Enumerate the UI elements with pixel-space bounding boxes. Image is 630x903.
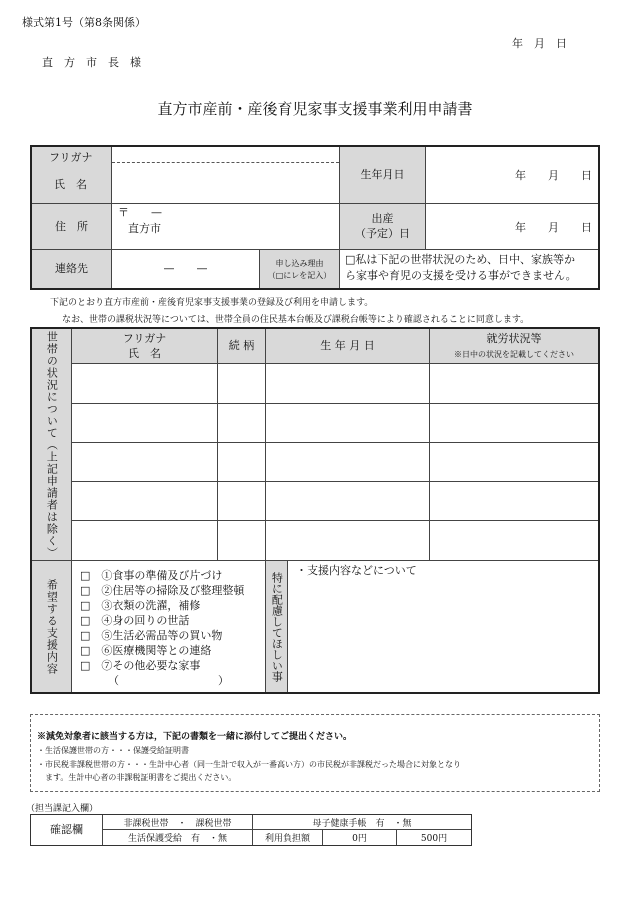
name-label-cell [32, 147, 112, 204]
birth-input-cell[interactable] [426, 204, 598, 250]
address-input-cell[interactable] [112, 204, 340, 250]
special-note: ・支援内容などについて [296, 564, 417, 577]
support-item-1[interactable]: □ ①食事の準備及び片づけ [80, 569, 223, 582]
support-item-5[interactable]: □ ⑤生活必需品等の買い物 [80, 629, 223, 642]
col-name-header [72, 329, 218, 364]
dob-input-cell[interactable] [426, 147, 598, 204]
exemption-heading: ※減免対象者に該当する方は，下記の書類を一緒に添付してご提出ください。 [37, 732, 353, 742]
exemption-line-3: ます。生計中心者の非課税証明書をご提出ください。 [37, 773, 237, 782]
contact-label: 連絡先 [32, 250, 112, 288]
reason-cell[interactable] [340, 250, 598, 288]
table-row [72, 481, 598, 482]
support-item-2[interactable]: □ ②住居等の掃除及び整理整頓 [80, 584, 245, 597]
contact-value[interactable]: — — [112, 250, 260, 288]
birth-value: 年 月 日 [515, 221, 592, 234]
table-row [72, 442, 598, 443]
office-table [30, 814, 472, 846]
applicant-table [30, 145, 600, 290]
confirm-label: 確認欄 [31, 815, 103, 845]
welfare-status[interactable]: 生活保護受給 有 ・無 [103, 830, 253, 845]
dob-value: 年 月 日 [515, 169, 592, 182]
support-side-label-cell [32, 561, 72, 692]
fee-500[interactable]: 500円 [420, 834, 448, 844]
birth-label-2: （予定）日 [355, 227, 410, 240]
exemption-box [30, 714, 600, 792]
col-work-note: ※日中の状況を記載してください [454, 350, 574, 359]
furigana-label: フリガナ [49, 151, 93, 164]
birth-label-1: 出産 [371, 212, 394, 225]
date-label: 年 月 日 [512, 37, 567, 50]
support-item-3[interactable]: □ ③衣類の洗濯，補修 [80, 599, 201, 612]
note-line-2: なお、世帯の課税状況等については、世帯全員の住民基本台帳及び課税台帳等により確認されることに同意します。 [62, 315, 530, 325]
col-relation: 続 柄 [218, 329, 266, 364]
special-label: 特に配慮してほしい事 [270, 571, 284, 682]
table-row [72, 403, 598, 404]
table-row [72, 520, 598, 521]
household-side-label: 世帯の状況について（上記申請者は除く） [45, 330, 59, 559]
col-divider [265, 364, 266, 560]
household-rows[interactable] [72, 364, 598, 561]
dob-label: 生年月日 [340, 147, 426, 204]
fee-label: 利用負担額 [253, 830, 323, 845]
reason-label-cell [260, 250, 340, 288]
special-input-cell[interactable] [288, 561, 598, 692]
col-work: 就労状況等 [486, 332, 542, 345]
col-name: 氏 名 [128, 347, 161, 360]
office-label: （担当課記入欄） [26, 804, 99, 814]
page-title: 直方市産前・産後育児家事支援事業利用申請書 [157, 100, 473, 118]
name-input-cell[interactable] [112, 147, 340, 204]
note-line-1: 下記のとおり直方市産前・産後育児家事支援事業の登録及び利用を申請します。 [50, 298, 374, 308]
birth-label-cell [340, 204, 426, 250]
reason-text-2: ら家事や育児の支援を受ける事ができません。 [345, 269, 577, 282]
exemption-line-1: ・生活保護世帯の方・・・保護受給証明書 [37, 746, 189, 755]
exemption-line-2: ・市民税非課税世帯の方・・・生計中心者（同一生計で収入が一番高い方）の市民税が非課税だった場合に対象となり [37, 760, 461, 769]
name-label: 氏 名 [54, 178, 87, 191]
col-furigana: フリガナ [122, 332, 167, 345]
addressee: 直 方 市 長 様 [42, 56, 141, 69]
furigana-divider [112, 162, 339, 163]
support-item-7[interactable]: □ ⑦その他必要な家事 [80, 659, 201, 672]
reason-label-1: 申し込み理由 [275, 259, 324, 268]
mch-status[interactable]: 母子健康手帳 有 ・無 [253, 815, 471, 830]
col-divider [217, 364, 218, 560]
support-side-label: 希望する支援内容 [45, 578, 59, 675]
reason-text-1: □私は下記の世帯状況のため、日中、家族等か [345, 253, 575, 266]
col-divider [429, 364, 430, 560]
reason-label-2: （□にレを記入） [267, 271, 332, 280]
col-work-header [430, 329, 598, 364]
special-label-cell [266, 561, 288, 692]
fee-0[interactable]: 0円 [323, 830, 397, 845]
support-item-6[interactable]: □ ⑥医療機関等との連絡 [80, 644, 212, 657]
household-side-label-cell [32, 329, 72, 561]
support-other-paren: （ ） [108, 674, 229, 687]
support-items-cell[interactable] [72, 561, 266, 692]
address-label: 住 所 [32, 204, 112, 250]
tax-status[interactable]: 非課税世帯 ・ 課税世帯 [103, 815, 253, 830]
postal-mark: 〒 — [118, 206, 162, 219]
col-dob: 生 年 月 日 [266, 329, 430, 364]
support-item-4[interactable]: □ ④身の回りの世話 [80, 614, 190, 627]
city-name: 直方市 [128, 222, 161, 235]
form-number: 様式第1号（第8条関係） [22, 16, 146, 29]
household-table [30, 327, 600, 694]
